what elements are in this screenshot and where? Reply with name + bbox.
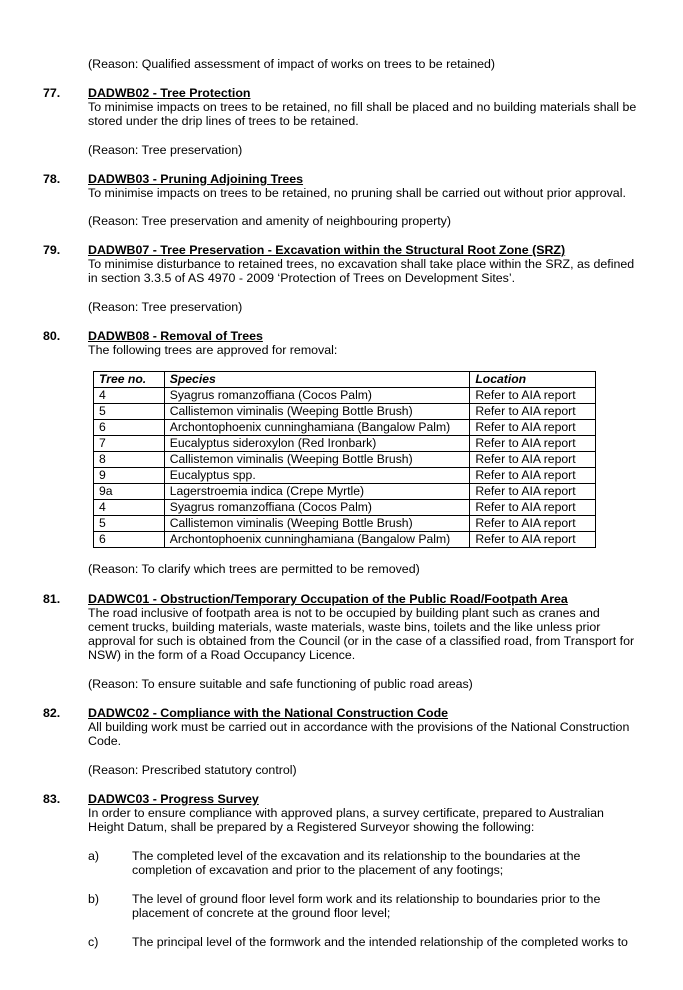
location-cell: Refer to AIA report — [470, 436, 596, 452]
header-location: Location — [470, 372, 596, 388]
item-c-label: c) — [88, 935, 99, 949]
table-row — [94, 468, 596, 484]
species-cell: Eucalyptus sideroxylon (Red Ironbark) — [164, 436, 470, 452]
location-cell: Refer to AIA report — [470, 452, 596, 468]
tree-no-cell: 9a — [94, 484, 165, 500]
condition-80-number: 80. — [43, 329, 61, 343]
species-cell: Archontophoenix cunninghamiana (Bangalow Palm) — [164, 420, 470, 436]
location-cell: Refer to AIA report — [470, 500, 596, 516]
item-b-text: placement of concrete at the ground floor level; — [132, 906, 391, 920]
table-row — [94, 436, 596, 452]
tree-no-cell: 6 — [94, 420, 165, 436]
condition-80-text: The following trees are approved for removal: — [88, 343, 338, 357]
condition-79-text: To minimise disturbance to retained trees, no excavation shall take place within the SRZ, as defined — [88, 257, 635, 271]
trees-removal-table — [93, 371, 596, 548]
location-cell: Refer to AIA report — [470, 516, 596, 532]
condition-77-number: 77. — [43, 86, 61, 100]
item-b-label: b) — [88, 892, 100, 906]
condition-83-number: 83. — [43, 792, 61, 806]
table-row — [94, 404, 596, 420]
item-a-text: completion of excavation and prior to the placement of any footings; — [132, 863, 504, 877]
condition-81-number: 81. — [43, 592, 61, 606]
item-c-text: The principal level of the formwork and the intended relationship of the completed works to — [132, 935, 628, 949]
location-cell: Refer to AIA report — [470, 388, 596, 404]
species-cell: Callistemon viminalis (Weeping Bottle Brush) — [164, 452, 470, 468]
intro-reason: (Reason: Qualified assessment of impact of works on trees to be retained) — [88, 57, 496, 71]
condition-79-text: in section 3.3.5 of AS 4970 - 2009 ‘Protection of Trees on Development Sites’. — [88, 271, 516, 285]
condition-79-number: 79. — [43, 243, 61, 257]
condition-77-reason: (Reason: Tree preservation) — [88, 143, 243, 157]
condition-82-text: Code. — [88, 734, 122, 748]
condition-83-title: DADWC03 - Progress Survey — [88, 792, 259, 806]
condition-82-reason: (Reason: Prescribed statutory control) — [88, 763, 297, 777]
species-cell: Callistemon viminalis (Weeping Bottle Brush) — [164, 404, 470, 420]
condition-78-reason: (Reason: Tree preservation and amenity of neighbouring property) — [88, 214, 451, 228]
location-cell: Refer to AIA report — [470, 420, 596, 436]
condition-79-title: DADWB07 - Tree Preservation - Excavation within the Structural Root Zone (SRZ) — [88, 243, 566, 257]
table-row — [94, 500, 596, 516]
condition-80-title: DADWB08 - Removal of Trees — [88, 329, 263, 343]
condition-83-text: In order to ensure compliance with approved plans, a survey certificate, prepared to Australian — [88, 806, 604, 820]
species-cell: Eucalyptus spp. — [164, 468, 470, 484]
condition-78-text: To minimise impacts on trees to be retained, no pruning shall be carried out without prior approval. — [88, 186, 626, 200]
location-cell: Refer to AIA report — [470, 484, 596, 500]
item-b-text: The level of ground floor level form work and its relationship to boundaries prior to the — [132, 892, 601, 906]
table-row — [94, 484, 596, 500]
tree-no-cell: 9 — [94, 468, 165, 484]
condition-81-text: The road inclusive of footpath area is not to be occupied by building plant such as cranes and — [88, 606, 600, 620]
location-cell: Refer to AIA report — [470, 468, 596, 484]
tree-no-cell: 7 — [94, 436, 165, 452]
condition-81-reason: (Reason: To ensure suitable and safe functioning of public road areas) — [88, 677, 473, 691]
condition-77-text: To minimise impacts on trees to be retained, no fill shall be placed and no building materials shall be — [88, 100, 637, 114]
condition-81-text: NSW) in the form of a Road Occupancy Licence. — [88, 648, 356, 662]
species-cell: Syagrus romanzoffiana (Cocos Palm) — [164, 500, 470, 516]
condition-82-number: 82. — [43, 706, 61, 720]
location-cell: Refer to AIA report — [470, 532, 596, 548]
header-tree-no: Tree no. — [94, 372, 165, 388]
table-row — [94, 516, 596, 532]
tree-no-cell: 5 — [94, 404, 165, 420]
condition-83-text: Height Datum, shall be prepared by a Registered Surveyor showing the following: — [88, 820, 535, 834]
tree-no-cell: 5 — [94, 516, 165, 532]
condition-82-title: DADWC02 - Compliance with the National Construction Code — [88, 706, 449, 720]
table-row — [94, 388, 596, 404]
item-a-text: The completed level of the excavation and its relationship to the boundaries at the — [132, 849, 581, 863]
table-header-row — [94, 372, 596, 388]
condition-79-reason: (Reason: Tree preservation) — [88, 300, 243, 314]
table-row — [94, 420, 596, 436]
tree-no-cell: 4 — [94, 388, 165, 404]
condition-81-title: DADWC01 - Obstruction/Temporary Occupation of the Public Road/Footpath Area — [88, 592, 568, 606]
header-species: Species — [164, 372, 470, 388]
tree-no-cell: 8 — [94, 452, 165, 468]
condition-81-text: cement trucks, building materials, waste materials, waste bins, toilets and the like unless prior — [88, 620, 601, 634]
condition-78-title: DADWB03 - Pruning Adjoining Trees — [88, 172, 304, 186]
condition-82-text: All building work must be carried out in accordance with the provisions of the National Construction — [88, 720, 630, 734]
species-cell: Archontophoenix cunninghamiana (Bangalow Palm) — [164, 532, 470, 548]
species-cell: Syagrus romanzoffiana (Cocos Palm) — [164, 388, 470, 404]
table-row — [94, 452, 596, 468]
condition-78-number: 78. — [43, 172, 61, 186]
species-cell: Callistemon viminalis (Weeping Bottle Brush) — [164, 516, 470, 532]
condition-80-reason: (Reason: To clarify which trees are permitted to be removed) — [88, 562, 420, 576]
tree-no-cell: 6 — [94, 532, 165, 548]
table-row — [94, 532, 596, 548]
condition-81-text: approval for such is obtained from the Council (or in the case of a classified road, from Transport for — [88, 634, 635, 648]
tree-no-cell: 4 — [94, 500, 165, 516]
condition-77-title: DADWB02 - Tree Protection — [88, 86, 251, 100]
location-cell: Refer to AIA report — [470, 404, 596, 420]
condition-77-text: stored under the drip lines of trees to be retained. — [88, 114, 359, 128]
species-cell: Lagerstroemia indica (Crepe Myrtle) — [164, 484, 470, 500]
item-a-label: a) — [88, 849, 100, 863]
